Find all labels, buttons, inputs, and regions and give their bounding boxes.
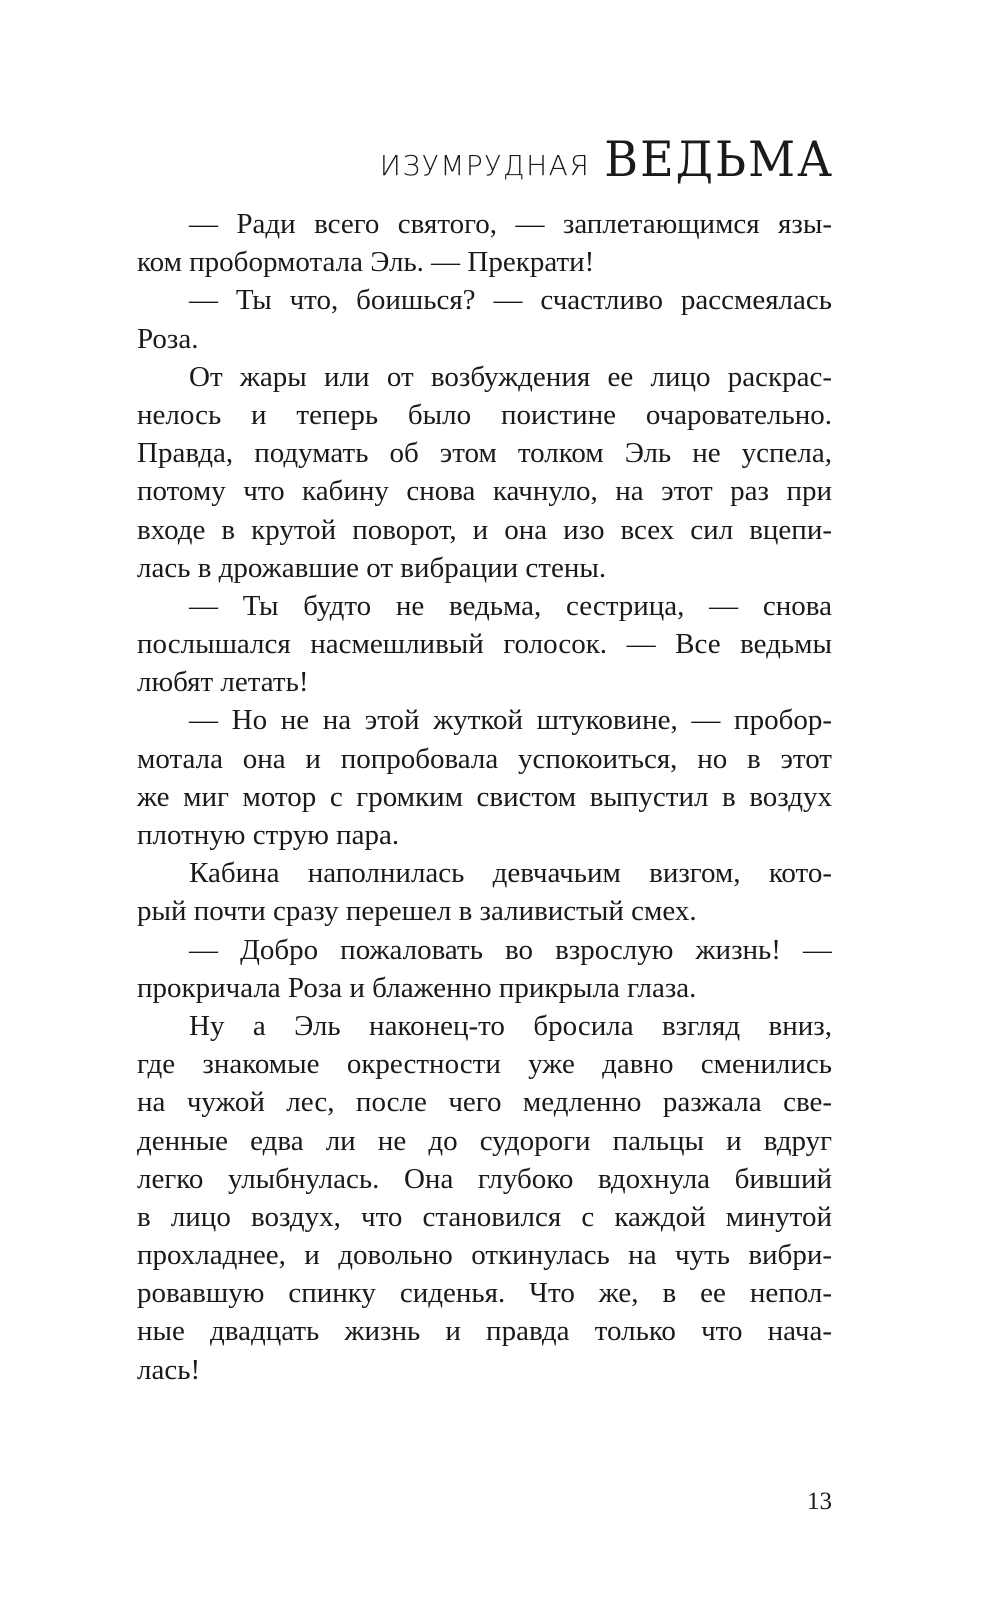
text-line: Роза. xyxy=(137,322,199,355)
text-line: Правда, подумать об этом толком Эль не успела, xyxy=(137,437,832,470)
text-line: — Ты что, боишься? — счастливо рассмеялась xyxy=(189,284,832,317)
running-header xyxy=(380,132,834,186)
text-line: От жары или от возбуждения ее лицо раскрас- xyxy=(189,360,832,393)
text-line: денные едва ли не до судороги пальцы и вдруг xyxy=(137,1124,832,1157)
text-line: лась в дрожавшие от вибрации стены. xyxy=(137,551,607,584)
text-line: — Ты будто не ведьма, сестрица, — снова xyxy=(189,589,832,622)
text-line: на чужой лес, после чего медленно разжала све- xyxy=(137,1086,832,1119)
running-header-book-title: ИЗУМРУДНАЯ xyxy=(379,149,591,182)
text-line: — Но не на этой жуткой штуковине, — пробор- xyxy=(189,704,832,737)
text-line: рый почти сразу перешел в заливистый смех. xyxy=(137,895,697,928)
text-line: Кабина наполнилась девчачьим визгом, кото- xyxy=(189,857,832,890)
text-line: нелось и теперь было поистине очаровательно. xyxy=(137,398,832,431)
text-line: лась! xyxy=(137,1353,201,1386)
text-line: послышался насмешливый голосок. — Все ведьмы xyxy=(137,628,832,661)
text-line: где знакомые окрестности уже давно сменились xyxy=(137,1048,832,1081)
running-header-title-accent: ВЕДЬМА xyxy=(604,130,834,188)
text-line: ком пробормотала Эль. — Прекрати! xyxy=(137,246,595,279)
text-line: легко улыбнулась. Она глубоко вдохнула бивший xyxy=(137,1162,832,1195)
body-text xyxy=(137,205,832,1389)
text-line: потому что кабину снова качнуло, на этот раз при xyxy=(137,475,832,508)
text-line: же миг мотор с громким свистом выпустил в воздух xyxy=(137,780,832,813)
text-line: в лицо воздух, что становился с каждой минутой xyxy=(137,1200,832,1233)
page-number: 13 xyxy=(807,1488,832,1515)
text-line: плотную струю пара. xyxy=(137,819,400,851)
text-line: прохладнее, и довольно откинулась на чуть вибри- xyxy=(137,1239,832,1272)
text-line: мотала она и попробовала успокоиться, но в этот xyxy=(137,742,832,775)
text-line: Ну а Эль наконец-то бросила взгляд вниз, xyxy=(189,1009,832,1042)
text-line: входе в крутой поворот, и она изо всех сил вцепи- xyxy=(137,513,832,546)
text-line: ные двадцать жизнь и правда только что нача- xyxy=(137,1315,832,1348)
text-line: ровавшую спинку сиденья. Что же, в ее непол- xyxy=(137,1277,832,1310)
text-line: любят летать! xyxy=(137,666,309,699)
text-line: — Ради всего святого, — заплетающимся язы- xyxy=(189,208,832,240)
text-line: прокричала Роза и блаженно прикрыла глаза. xyxy=(137,971,697,1004)
text-line: — Добро пожаловать во взрослую жизнь! — xyxy=(189,933,832,966)
